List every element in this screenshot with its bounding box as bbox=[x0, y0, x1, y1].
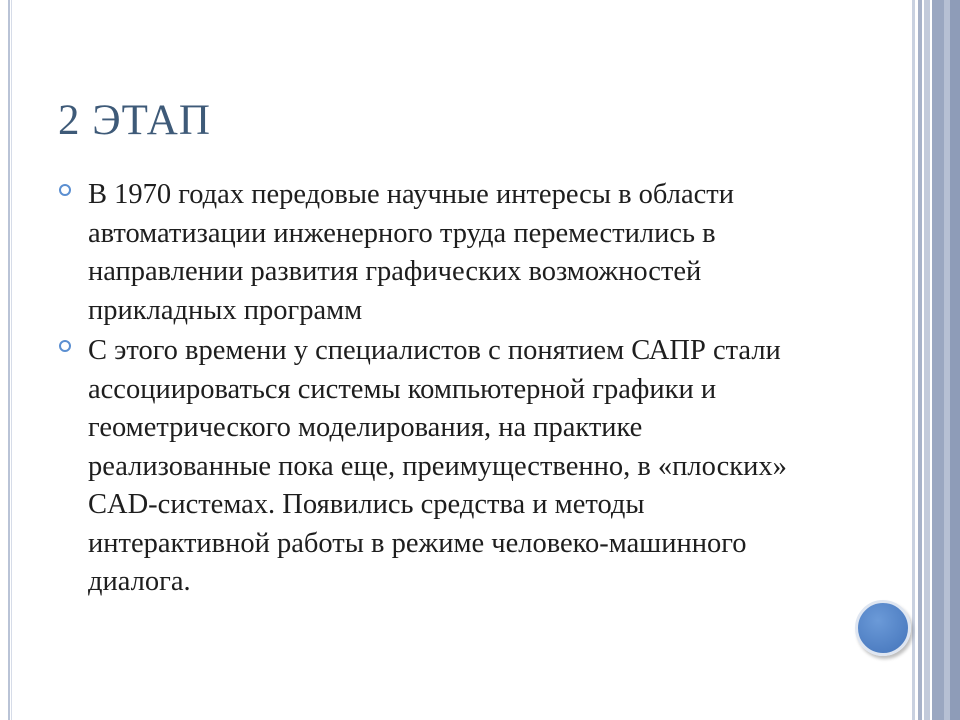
bullet-list bbox=[58, 176, 818, 604]
hollow-circle-icon bbox=[59, 184, 71, 196]
bullet-text: В 1970 годах передовые научные интересы в области автоматизации инженерного труда переместились в направлении развития графических возможностей прикладных программ bbox=[88, 179, 734, 326]
left-border-line-inner bbox=[11, 0, 12, 720]
slide-title: 2 ЭТАП bbox=[58, 97, 211, 144]
hollow-circle-icon bbox=[59, 340, 71, 352]
circle-icon bbox=[855, 600, 911, 656]
left-border-line bbox=[8, 0, 10, 720]
side-bar-decoration bbox=[924, 0, 930, 720]
bullet-item bbox=[58, 332, 818, 602]
side-bar-decoration bbox=[932, 0, 944, 720]
side-bar-decoration bbox=[950, 0, 960, 720]
bullet-text: С этого времени у специалистов с понятием САПР стали ассоциироваться системы компьютерной графики и геометрического моделирования, на практике реализованные пока еще, преимущественно, в «плоских» CAD-системах. Появились средства и методы интерактивной работы в режиме человеко-машинного диалога. bbox=[88, 335, 787, 597]
bullet-item bbox=[58, 176, 818, 330]
side-bar-decoration bbox=[918, 0, 922, 720]
side-bar-decoration bbox=[912, 0, 915, 720]
